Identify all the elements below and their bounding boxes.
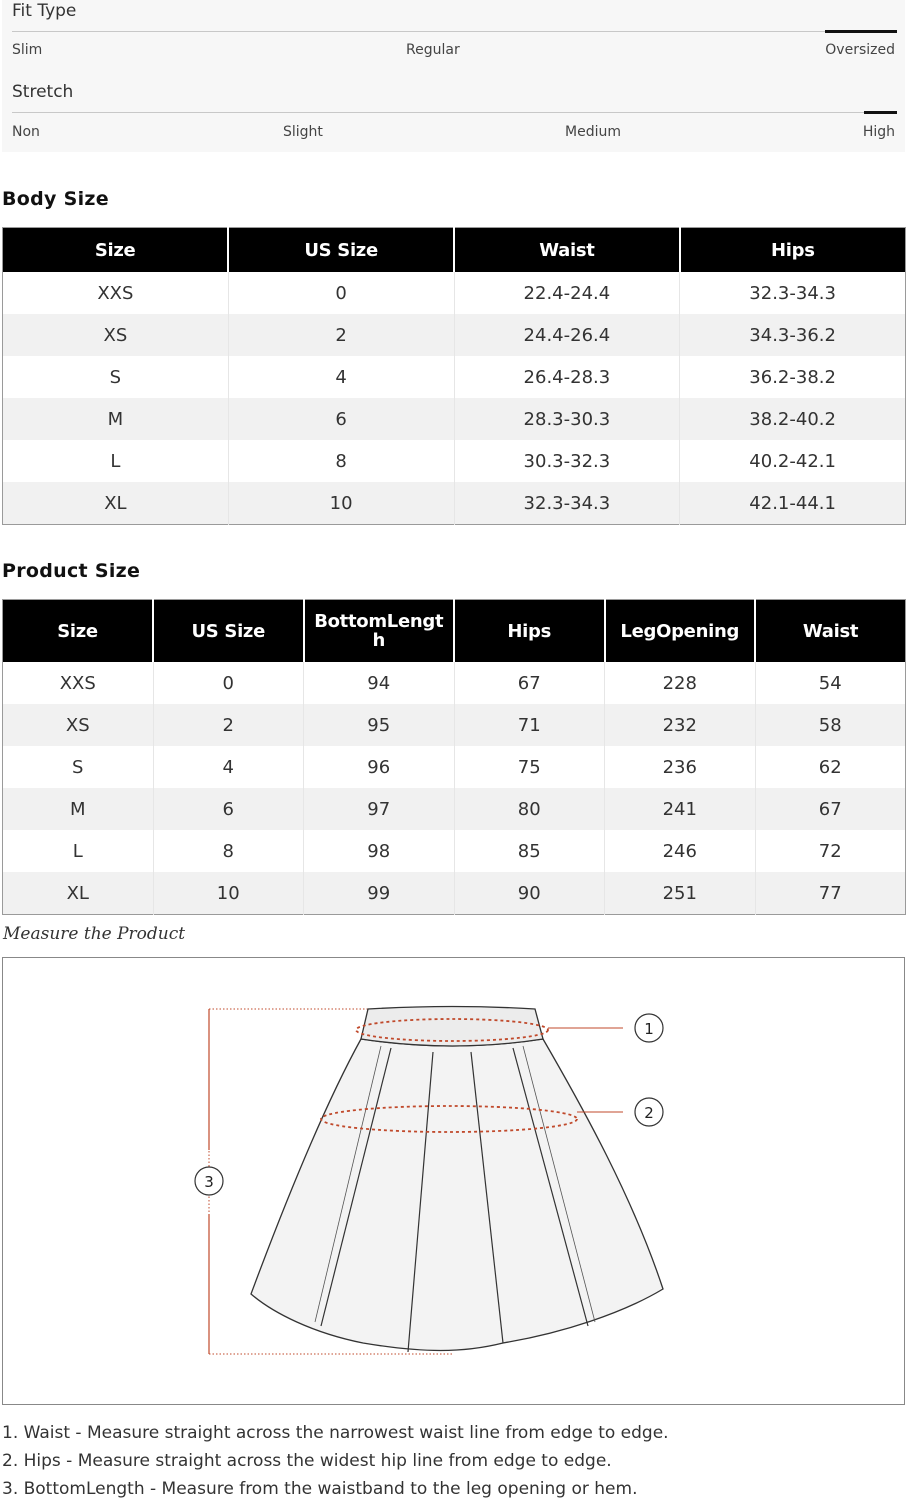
product-size-table <box>2 599 906 915</box>
table-row <box>3 314 906 356</box>
table-cell: 75 <box>454 746 605 788</box>
header-hips: Hips <box>680 228 906 273</box>
table-cell: 80 <box>454 788 605 830</box>
marker-1 <box>635 1014 663 1042</box>
table-cell: 241 <box>605 788 756 830</box>
marker-1-label: 1 <box>644 1020 654 1038</box>
table-cell: L <box>72 840 83 862</box>
header-bottom-length: BottomLength <box>304 600 455 663</box>
table-row <box>3 872 906 915</box>
table-row <box>3 746 906 788</box>
table-cell: 96 <box>304 746 455 788</box>
table-row <box>3 398 906 440</box>
table-cell: 67 <box>755 788 906 830</box>
table-cell: 4 <box>228 356 454 398</box>
table-cell: 246 <box>605 830 756 872</box>
marker-3-label: 3 <box>204 1173 214 1191</box>
table-cell: 24.4-26.4 <box>454 314 680 356</box>
body-size-table <box>2 227 906 525</box>
table-cell: 26.4-28.3 <box>454 356 680 398</box>
table-cell: M <box>3 788 154 830</box>
table-cell: 54 <box>755 662 906 704</box>
table-cell: 36.2-38.2 <box>680 356 906 398</box>
measure-diagram <box>2 957 905 1405</box>
table-cell: 30.3-32.3 <box>454 440 680 482</box>
table-cell: M <box>3 398 229 440</box>
table-cell: 228 <box>605 662 756 704</box>
fit-type-title: Fit Type <box>12 1 77 21</box>
waistband <box>361 1007 543 1047</box>
stretch-label-high: High <box>862 124 895 140</box>
skirt-body <box>251 1039 663 1351</box>
table-cell: S <box>72 756 84 778</box>
table-cell: XXS <box>97 282 134 304</box>
table-cell: 67 <box>454 662 605 704</box>
fit-type-label-regular: Regular <box>406 42 460 58</box>
note-hips: 2. Hips - Measure straight across the widest hip line from edge to edge. <box>2 1451 612 1471</box>
skirt-illustration <box>3 958 904 1404</box>
table-row <box>3 356 906 398</box>
product-size-title: Product Size <box>2 560 141 582</box>
table-cell: 40.2-42.1 <box>680 440 906 482</box>
header-leg-opening: LegOpening <box>605 600 756 663</box>
table-cell: 28.3-30.3 <box>454 398 680 440</box>
table-cell: XL <box>3 482 229 525</box>
table-row <box>3 440 906 482</box>
table-cell: 10 <box>228 482 454 525</box>
table-row <box>3 272 906 314</box>
table-cell: 22.4-24.4 <box>454 272 680 314</box>
table-cell: 94 <box>304 662 455 704</box>
table-cell: 8 <box>228 440 454 482</box>
stretch-scale-line <box>12 112 897 113</box>
marker-2 <box>635 1098 663 1126</box>
marker-2-label: 2 <box>644 1104 654 1122</box>
table-cell: 62 <box>755 746 906 788</box>
fit-type-scale-line <box>12 31 897 32</box>
table-header-row <box>3 228 906 273</box>
fit-type-label-oversized: Oversized <box>825 42 895 58</box>
stretch-selected-marker <box>864 111 897 114</box>
table-cell: 97 <box>304 788 455 830</box>
body-size-title: Body Size <box>2 188 109 210</box>
note-waist: 1. Waist - Measure straight across the narrowest waist line from edge to edge. <box>2 1423 669 1443</box>
table-cell: 32.3-34.3 <box>680 272 906 314</box>
table-cell: 0 <box>153 662 304 704</box>
fit-type-selected-marker <box>825 30 897 33</box>
table-cell: XS <box>3 314 229 356</box>
table-cell: 0 <box>228 272 454 314</box>
table-cell: XS <box>3 704 154 746</box>
header-size: Size <box>3 228 229 273</box>
table-cell: 6 <box>228 398 454 440</box>
table-cell: 32.3-34.3 <box>454 482 680 525</box>
table-cell: 95 <box>304 704 455 746</box>
table-cell: 34.3-36.2 <box>680 314 906 356</box>
table-cell: XXS <box>59 672 96 694</box>
table-cell: 236 <box>605 746 756 788</box>
table-cell: 99 <box>304 872 455 915</box>
stretch-label-slight: Slight <box>283 124 323 140</box>
table-cell: 251 <box>605 872 756 915</box>
table-cell: 85 <box>454 830 605 872</box>
table-cell: 4 <box>153 746 304 788</box>
measure-notes <box>2 1419 669 1503</box>
table-cell: 6 <box>153 788 304 830</box>
note-bottom-length: 3. BottomLength - Measure from the waistband to the leg opening or hem. <box>2 1479 638 1499</box>
table-cell: 98 <box>304 830 455 872</box>
table-cell: 42.1-44.1 <box>680 482 906 525</box>
table-cell: 58 <box>755 704 906 746</box>
header-us-size: US Size <box>228 228 454 273</box>
table-cell: 72 <box>755 830 906 872</box>
table-row <box>3 482 906 525</box>
measure-caption: Measure the Product <box>3 924 186 944</box>
table-cell: 90 <box>454 872 605 915</box>
stretch-title: Stretch <box>12 82 74 102</box>
table-cell: XL <box>3 872 154 915</box>
table-cell: 77 <box>755 872 906 915</box>
header-waist: Waist <box>454 228 680 273</box>
stretch-label-non: Non <box>12 124 40 140</box>
table-cell: 232 <box>605 704 756 746</box>
fit-panel <box>2 0 905 152</box>
header-size: Size <box>3 600 154 663</box>
header-us-size: US Size <box>153 600 304 663</box>
table-cell: 2 <box>228 314 454 356</box>
table-cell: 71 <box>454 704 605 746</box>
table-row <box>3 788 906 830</box>
table-row <box>3 830 906 872</box>
table-cell: L <box>110 450 121 472</box>
header-waist: Waist <box>755 600 906 663</box>
fit-type-label-slim: Slim <box>12 42 43 58</box>
table-row <box>3 662 906 704</box>
table-header-row <box>3 600 906 663</box>
table-cell: 2 <box>153 704 304 746</box>
table-cell: 10 <box>153 872 304 915</box>
table-row <box>3 704 906 746</box>
marker-3 <box>195 1167 223 1195</box>
header-hips: Hips <box>454 600 605 663</box>
table-cell: 8 <box>153 830 304 872</box>
table-cell: 38.2-40.2 <box>680 398 906 440</box>
stretch-label-medium: Medium <box>565 124 621 140</box>
table-cell: S <box>109 366 122 388</box>
